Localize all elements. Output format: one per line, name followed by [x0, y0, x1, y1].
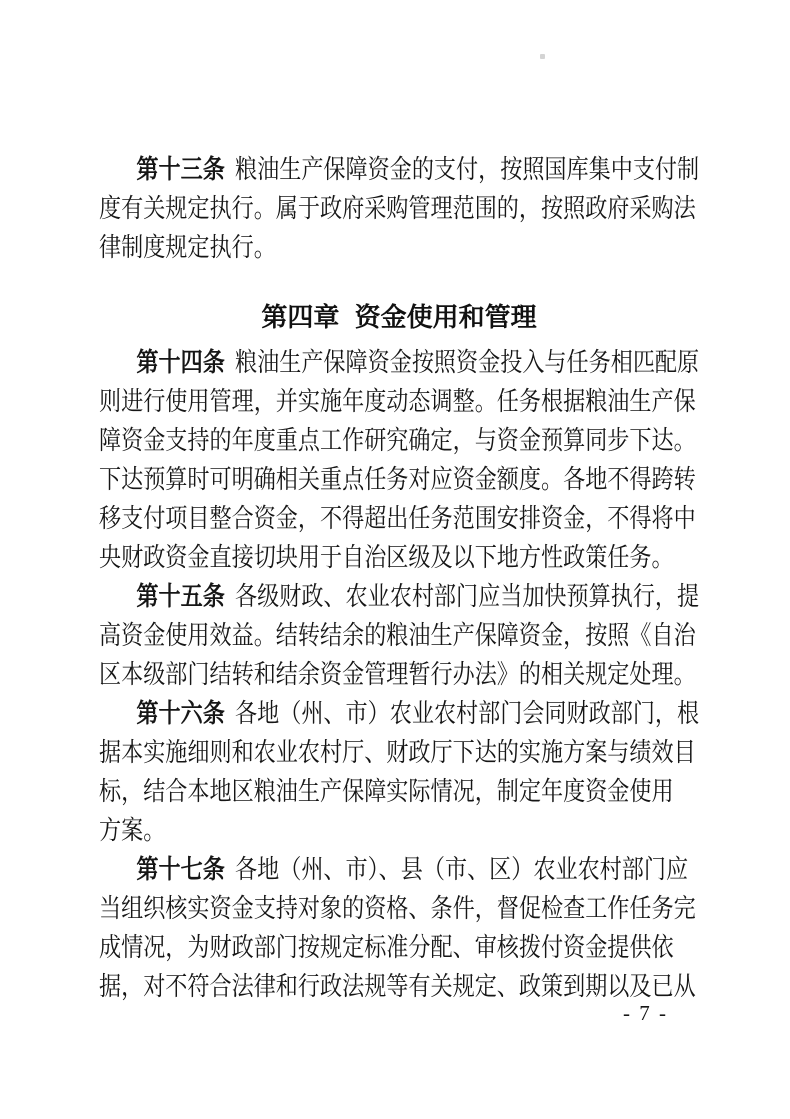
scan-artifact-speck [540, 54, 545, 59]
line-text: 粮油生产保障资金按照资金投入与任务相匹配原 [235, 348, 700, 377]
line-text: 各级财政、农业农村部门应当加快预算执行，提 [235, 582, 700, 611]
line-text: 移支付项目整合资金，不得超出任务范围安排资金，不得将中 [99, 504, 696, 533]
line-text: 当组织核实资金支持对象的资格、条件，督促检查工作任务完 [99, 894, 696, 923]
line-text: 方案。 [99, 816, 166, 845]
text-line [99, 499, 699, 538]
line-text: 障资金支持的年度重点工作研究确定，与资金预算同步下达。 [99, 426, 696, 455]
text-line [99, 655, 699, 694]
text-line [99, 733, 699, 772]
line-text: 央财政资金直接切块用于自治区级及以下地方性政策任务。 [99, 543, 674, 572]
article-number: 第十六条 [136, 699, 225, 728]
text-line [99, 538, 699, 577]
article-number: 第十三条 [136, 155, 225, 184]
text-line [99, 421, 699, 460]
line-text: 成情况，为财政部门按规定标准分配、审核拨付资金提供依 [99, 933, 674, 962]
line-text: 标，结合本地区粮油生产保障实际情况，制定年度资金使用 [99, 777, 674, 806]
line-text: 各地（州、市）、县（市、区）农业农村部门应 [235, 855, 689, 884]
line-text: 则进行使用管理，并实施年度动态调整。任务根据粮油生产保 [99, 387, 696, 416]
text-line [99, 811, 699, 850]
text-line [99, 150, 699, 189]
text-line [99, 382, 699, 421]
article-number: 第十四条 [136, 348, 225, 377]
page-number: - 7 - [623, 1001, 668, 1025]
line-text: 高资金使用效益。结转结余的粮油生产保障资金，按照《自治 [99, 621, 696, 650]
text-line [99, 460, 699, 499]
text-line [99, 850, 699, 889]
article-number: 第十七条 [136, 855, 225, 884]
line-text: 据，对不符合法律和行政法规等有关规定、政策到期以及已从 [99, 972, 696, 1001]
text-line [99, 694, 699, 733]
line-text: 区本级部门结转和结余资金管理暂行办法》的相关规定处理。 [99, 660, 696, 689]
text-line [99, 967, 699, 1006]
line-text: 据本实施细则和农业农村厅、财政厅下达的实施方案与绩效目 [99, 738, 696, 767]
text-line [99, 228, 699, 267]
line-text: 下达预算时可明确相关重点任务对应资金额度。各地不得跨转 [99, 465, 696, 494]
document-content [99, 150, 699, 1006]
text-line [99, 616, 699, 655]
line-text: 度有关规定执行。属于政府采购管理范围的，按照政府采购法 [99, 194, 696, 223]
text-line [99, 343, 699, 382]
line-text: 各地（州、市）农业农村部门会同财政部门，根 [235, 699, 700, 728]
line-text: 律制度规定执行。 [99, 233, 276, 262]
chapter-heading: 第四章 资金使用和管理 [261, 302, 537, 332]
text-line [99, 189, 699, 228]
text-line [99, 772, 699, 811]
text-line [99, 889, 699, 928]
text-line [99, 577, 699, 616]
article-number: 第十五条 [136, 582, 225, 611]
line-text: 粮油生产保障资金的支付，按照国库集中支付制 [235, 155, 700, 184]
text-line [99, 928, 699, 967]
